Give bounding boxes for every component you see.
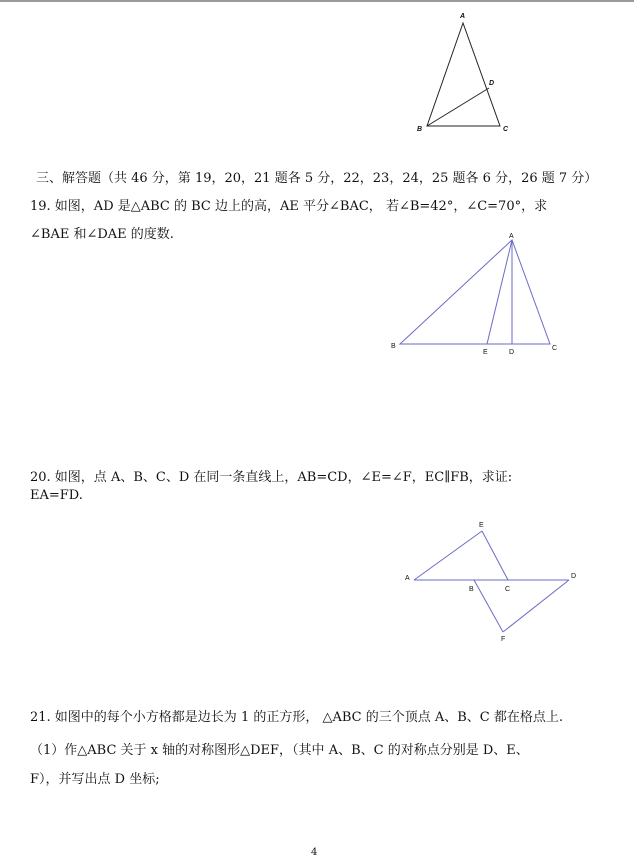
label-d: D [509,349,515,356]
q21-line1: 21. 如图中的每个小方格都是边长为 1 的正方形， △ABC 的三个顶点 A、B、C 都在格点上. [30,710,564,725]
label-d: D [571,573,577,580]
section-title: 三、解答题（共 46 分，第 19，20，21 题各 5 分，22，23，24，25 题各 6 分，26 题 7 分） [36,171,598,186]
q21-line2: （1）作△ABC 关于 x 轴的对称图形△DEF，（其中 A、B、C 的对称点分别是 D、E、 [30,743,529,758]
label-c: C [503,126,509,133]
label-b: B [469,586,474,593]
page-number: 4 [311,847,318,858]
q20-line1: 20. 如图，点 A、B、C、D 在同一条直线上，AB=CD，∠E=∠F，EC∥FB，求证: [30,470,513,485]
label-e: E [483,349,488,356]
segment-ae [414,531,482,580]
segment-ec [482,531,508,580]
label-e: E [479,522,484,529]
label-d: D [489,80,495,87]
label-a: A [460,13,466,20]
q21-line3: F），并写出点 D 坐标; [30,772,160,787]
q19-line2: ∠BAE 和∠DAE 的度数. [30,227,174,242]
label-f: F [501,636,506,643]
label-a: A [509,233,514,240]
segment-df [503,580,569,632]
figure-20-lines [414,531,569,632]
segment-fb [474,580,503,632]
q20-line2: EA=FD. [30,488,83,503]
label-c: C [505,586,511,593]
label-a: A [405,575,410,582]
label-b: B [417,126,423,133]
label-c: C [552,345,558,352]
q19-line1: 19. 如图，AD 是△ABC 的 BC 边上的高，AE 平分∠BAC， 若∠B=42°，∠C=70°，求 [30,199,548,214]
label-b: B [391,343,396,350]
